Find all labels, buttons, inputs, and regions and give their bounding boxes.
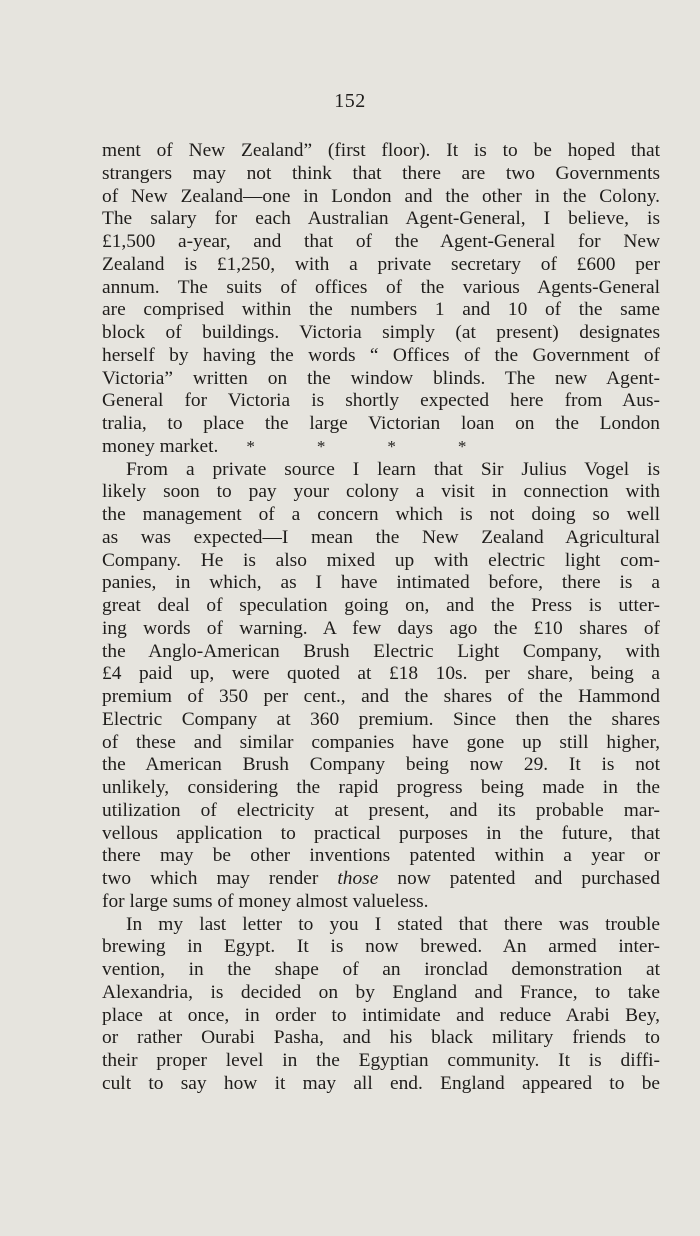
text-line: are comprised within the numbers 1 and 10 of the same bbox=[102, 299, 660, 321]
text-line: Zealand is £1,250, with a private secretary of £600 per bbox=[102, 253, 660, 275]
text-line-with-italic bbox=[102, 868, 660, 891]
section-break-star: * bbox=[387, 436, 396, 456]
paragraph-first-line: In my last letter to you I stated that there was trouble bbox=[126, 913, 660, 935]
section-break-star: * bbox=[316, 436, 326, 456]
text-line: unlikely, considering the rapid progress being made in the bbox=[102, 777, 660, 798]
text-line: Victoria” written on the window blinds. The new Agent- bbox=[102, 367, 660, 389]
text-line: of these and similar companies have gone up still higher, bbox=[102, 731, 660, 753]
section-break-star: * bbox=[457, 436, 467, 456]
paragraph-last-line: for large sums of money almost valueless. bbox=[102, 890, 429, 912]
text-line: strangers may not think that there are two Governments bbox=[102, 162, 660, 184]
text-line-fragment: now patented and purchased bbox=[397, 868, 660, 889]
body-text bbox=[102, 140, 660, 1096]
text-line: cult to say how it may all end. England appeared to be bbox=[102, 1072, 660, 1094]
text-line: vention, in the shape of an ironclad demonstration at bbox=[102, 959, 660, 980]
text-line: annum. The suits of offices of the various Agents-General bbox=[102, 276, 660, 298]
text-line: there may be other inventions patented within a year or bbox=[102, 845, 660, 867]
text-line: Alexandria, is decided on by England and France, to take bbox=[102, 981, 660, 1003]
text-line: utilization of electricity at present, and its probable mar- bbox=[102, 799, 660, 821]
text-line: their proper level in the Egyptian community. It is diffi- bbox=[102, 1050, 660, 1071]
text-line: £4 paid up, were quoted at £18 10s. per share, being a bbox=[102, 663, 660, 685]
text-line: Electric Company at 360 premium. Since then the shares bbox=[102, 708, 660, 730]
text-line: the management of a concern which is not doing so well bbox=[102, 504, 660, 525]
text-line: panies, in which, as I have intimated before, there is a bbox=[102, 572, 660, 594]
text-line: £1,500 a-year, and that of the Agent-General for New bbox=[102, 231, 660, 252]
text-line: General for Victoria is shortly expected here from Aus- bbox=[102, 390, 660, 412]
text-line-with-section-break bbox=[102, 436, 660, 459]
text-line: place at once, in order to intimidate and reduce Arabi Bey, bbox=[102, 1004, 660, 1026]
text-line: the Anglo-American Brush Electric Light Company, with bbox=[102, 640, 660, 662]
text-line: ment of New Zealand” (first floor). It is to be hoped that bbox=[102, 140, 660, 161]
text-line: vellous application to practical purposes in the future, that bbox=[102, 822, 660, 844]
text-line: The salary for each Australian Agent-General, I believe, is bbox=[102, 208, 660, 230]
text-line: of New Zealand—one in London and the other in the Colony. bbox=[102, 185, 660, 207]
text-line: ing words of warning. A few days ago the £10 shares of bbox=[102, 617, 660, 639]
text-line-fragment: two which may render bbox=[102, 868, 319, 889]
text-line: or rather Ourabi Pasha, and his black military friends to bbox=[102, 1027, 660, 1049]
text-line: Company. He is also mixed up with electric light com- bbox=[102, 549, 660, 571]
text-line: block of buildings. Victoria simply (at present) designates bbox=[102, 322, 660, 343]
text-line: brewing in Egypt. It is now brewed. An armed inter- bbox=[102, 936, 660, 958]
text-line: as was expected—I mean the New Zealand Agricultural bbox=[102, 526, 660, 548]
text-line: likely soon to pay your colony a visit in connection with bbox=[102, 481, 660, 503]
text-line: premium of 350 per cent., and the shares of the Hammond bbox=[102, 686, 660, 707]
section-break-star: * bbox=[246, 436, 255, 456]
italic-word: those bbox=[337, 868, 379, 889]
text-line: tralia, to place the large Victorian loan on the London bbox=[102, 413, 660, 434]
text-line-fragment: money market. bbox=[102, 435, 219, 457]
text-line: the American Brush Company being now 29. It is not bbox=[102, 754, 660, 776]
text-line: herself by having the words “ Offices of the Government of bbox=[102, 344, 660, 366]
paragraph-first-line: From a private source I learn that Sir Julius Vogel is bbox=[126, 458, 660, 480]
page-number: 152 bbox=[334, 90, 366, 112]
text-line: great deal of speculation going on, and the Press is utter- bbox=[102, 595, 660, 616]
